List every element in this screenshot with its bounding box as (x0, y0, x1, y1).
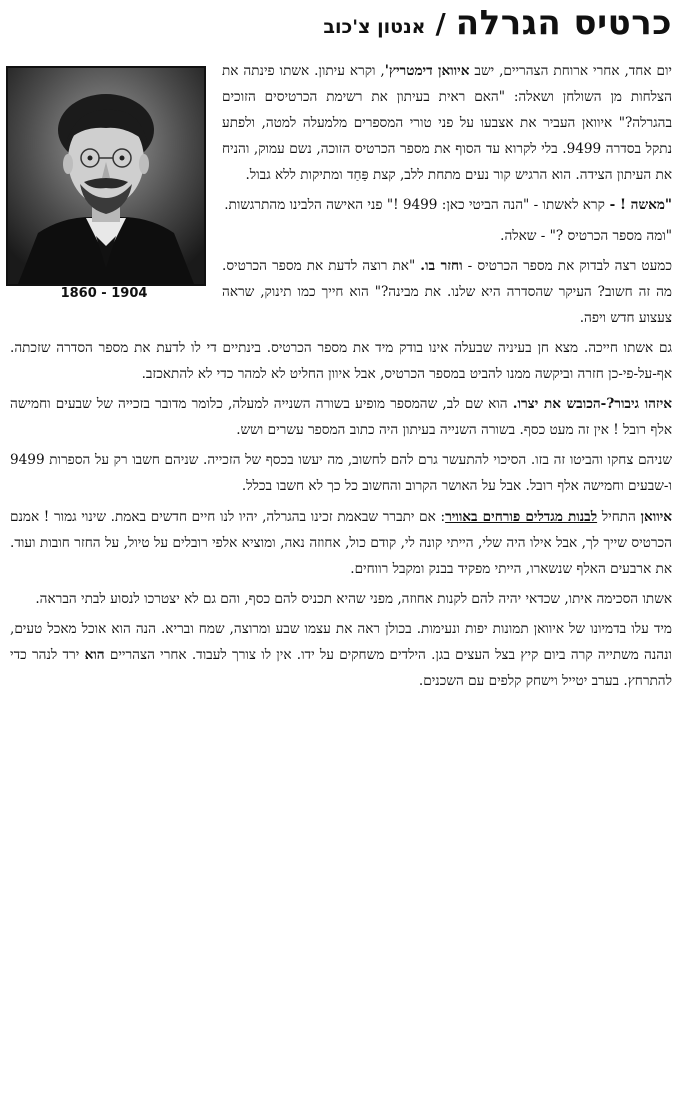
story-paragraph (10, 447, 672, 499)
paragraph-text: כמעט רצה לבדוק את מספר הכרטיס - (462, 257, 672, 274)
paragraph-text: שניהם צחקו והביטו זה בזו. הסיכוי להתעשר גרם להם לחשוב, מה יעשו בכסף של הזכייה. שניהם חשבו רק על הספרות 9499 ו-שבעים וחמישה אלף רובל. אבל על האושר הקרוב והחשוב כל כך לא חשבו בכלל. (10, 452, 672, 495)
story-paragraph (10, 586, 672, 612)
bold-phrase: איוואן דימטריץ' (384, 63, 470, 79)
paragraph-text: אשתו הסכימה איתו, שכדאי יהיה להם לקנות אחוזה, מפני שהיא תכניס להם כסף, והם גם לא יצטרכו לנסוע לבתי הבראה. (35, 590, 672, 607)
paragraph-text: הוא שם לב, שהמספר מופיע בשורה השנייה למעלה, כלומר מדובר בזכייה של שבעים וחמישה אלף רובל ! אין זה מעט כסף. בשורה השנייה בעיתון היה כתוב המספר עשרים ושש. (10, 396, 672, 439)
portrait-float-spacer (10, 58, 222, 304)
paragraph-text: , וקרא עיתון. אשתו פינתה את הצלחות מן השולחן ושאלה: "האם ראית בעיתון את רשימת הכרטיסים הזוכים בהגרלה?" איוואן העביר את אצבעו על פני טורי המספרים מלמעלה למטה, ולפתע נתקל בסדרה 9499. בלי לקרוא עד הסוף את מספר הכרטיס הזוכה, נשם עמוק, והניח את העיתון הצידה. הוא הרגיש קור נעים מתחת ללב, קצת פַּחַד ומתיקות ללא גבול. (222, 63, 672, 184)
story-paragraph (10, 616, 672, 694)
story-paragraph (10, 504, 672, 582)
paragraph-text: גם אשתו חייכה. מצא חן בעיניה שבעלה אינו בודק מיד את מספר הכרטיס. בינתיים די לו לדעת את מספר הסדרה שזכתה. אף-על-פי-כן חזרה וביקשה ממנו להביט במספר הכרטיס, אבל איוון החליט לא למהר כדי לא להתאכזב. (10, 339, 672, 383)
story-title: כרטיס הגרלה (455, 3, 672, 43)
paragraph-text: מיד עלו בדמיונו של איוואן תמונות יפות ונעימות. בכולן ראה את עצמו שבע ומרוצה, שמח ובריא. הנה הוא אוכל מאכל טעים, ונהנה משתייה קרה ביום קיץ בצל העצים בגן. הילדים משחקים על ידו. אין לו צורך לעבוד. אחרי הצהריים (10, 620, 673, 663)
paragraph-text: : אם יתברר שבאמת זכינו בהגרלה, יהיו לנו חיים חדשים באמת. שינוי גמור ! אמנם הכרטיס שייך לך, אבל אילו היה שלי, הייתי קונה לי, קודם כול, אחוזה נאה, ומוציא אלפי רובלים על טיול, על החזר חובות ועוד. את ארבעים האלף שנשארו, הייתי מפקיד בבנק ומקבל רווחים. (10, 508, 672, 577)
bold-phrase: איוואן (640, 508, 672, 525)
story-text (10, 58, 672, 698)
title-separator: / (435, 7, 446, 40)
bold-phrase: "מאשה ! - (604, 197, 672, 214)
paragraph-text: יום אחד, אחרי ארוחת הצהריים, ישב (469, 63, 672, 79)
author-name: אנטון צ'כוב (323, 16, 426, 38)
story-paragraph (10, 391, 672, 443)
portrait-caption-years: 1860 - 1904 (60, 286, 148, 301)
story-paragraph (10, 335, 672, 387)
bold-phrase: וחזר בו. (420, 257, 463, 274)
bold-phrase (445, 509, 597, 525)
underlined-phrase: לבנות מגדלים פורחים באוויר (445, 508, 598, 525)
paragraph-text: קרא לאשתו - "הנה הביטי כאן: 9499 !" פני האישה הלבינו מהתרגשות. (224, 197, 605, 214)
paragraph-text: התחיל (597, 508, 641, 525)
bold-phrase: הוא (84, 646, 105, 663)
paragraph-text: "ומה מספר הכרטיס ?" - שאלה. (500, 227, 672, 244)
bold-phrase: איזהו גיבור?-הכובש את יצרו. (512, 396, 673, 413)
title-bar (10, 2, 672, 42)
paragraph-text: ירד לנהר כדי להתרחץ. בערב יטייל וישחק קלפים עם השכנים. (10, 646, 672, 690)
paragraph-text: "את רוצה לדעת את מספר הכרטיס. מה זה חשוב? העיקר שהסדרה היא שלנו. את מבינה?" הוא חייך כמו תינוק, שראה צעצוע חדש ויפה. (222, 257, 672, 326)
